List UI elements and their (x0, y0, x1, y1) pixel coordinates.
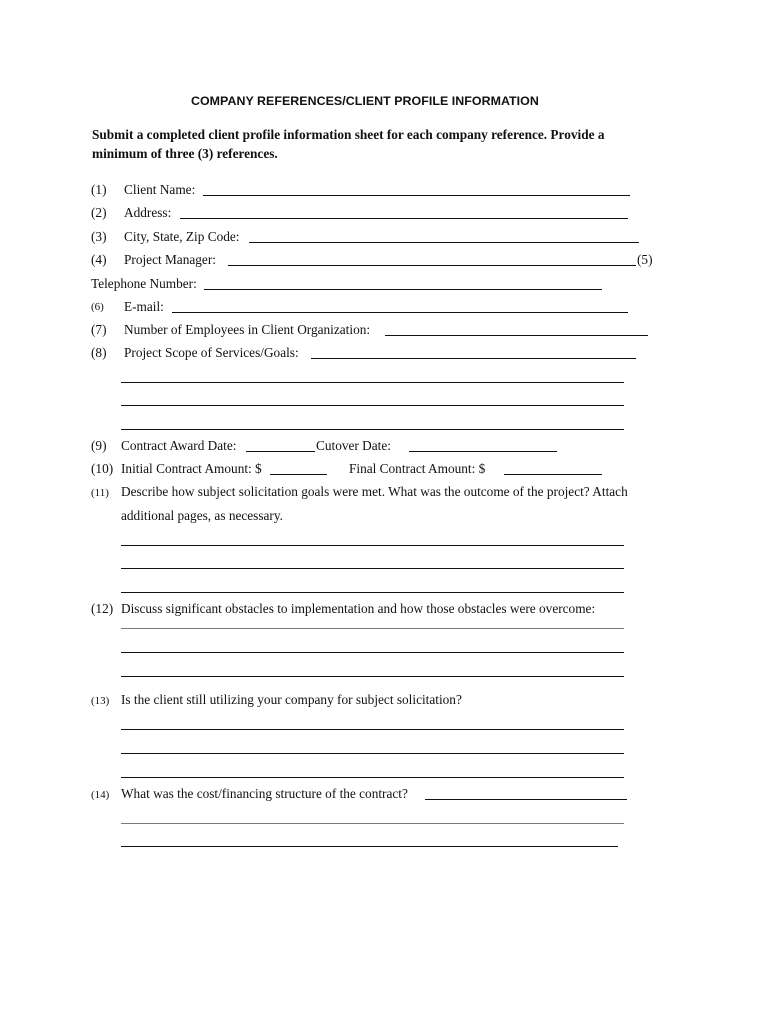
field-number: (5) (637, 252, 653, 267)
field-number: (4) (91, 252, 107, 267)
email-label: E-mail: (124, 299, 164, 314)
contract-award-date-label: Contract Award Date: (121, 438, 237, 453)
field-number: (7) (91, 322, 107, 337)
city-state-zip-label: City, State, Zip Code: (124, 229, 240, 244)
obstacles-label: Discuss significant obstacles to implementation and how those obstacles were overcome: (121, 601, 596, 616)
field-number: (1) (91, 182, 107, 197)
page-title: COMPANY REFERENCES/CLIENT PROFILE INFORMATION (191, 94, 539, 108)
intro-text (92, 125, 692, 163)
project-manager-field[interactable] (228, 265, 636, 266)
employees-field[interactable] (385, 335, 648, 336)
field-number: (11) (91, 487, 109, 499)
email-field[interactable] (172, 312, 628, 313)
still-utilizing-line[interactable] (121, 777, 624, 778)
goals-met-label: Describe how subject solicitation goals were met. What was the outcome of the project? Attach (121, 484, 628, 499)
field-number: (12) (91, 601, 114, 616)
field-number: (2) (91, 205, 107, 220)
final-amount-label: Final Contract Amount: $ (349, 461, 486, 476)
telephone-label: Telephone Number: (91, 276, 197, 291)
obstacles-line[interactable] (121, 652, 624, 653)
final-amount-field[interactable] (504, 474, 602, 475)
still-utilizing-line[interactable] (121, 729, 624, 730)
project-scope-label: Project Scope of Services/Goals: (124, 345, 299, 360)
field-number: (10) (91, 461, 114, 476)
project-scope-line[interactable] (121, 405, 624, 406)
obstacles-line[interactable] (121, 628, 624, 629)
field-number: (6) (91, 301, 104, 313)
goals-met-line[interactable] (121, 568, 624, 569)
goals-met-line[interactable] (121, 545, 624, 546)
project-manager-label: Project Manager: (124, 252, 216, 267)
cutover-date-label: Cutover Date: (316, 438, 391, 453)
employees-label: Number of Employees in Client Organization: (124, 322, 371, 337)
financing-field[interactable] (425, 799, 627, 800)
client-name-field[interactable] (203, 195, 630, 196)
project-scope-line[interactable] (121, 429, 624, 430)
client-name-label: Client Name: (124, 182, 196, 197)
goals-met-label-cont: additional pages, as necessary. (121, 508, 283, 523)
address-label: Address: (124, 205, 172, 220)
obstacles-line[interactable] (121, 676, 624, 677)
address-field[interactable] (180, 218, 628, 219)
financing-line[interactable] (121, 846, 618, 847)
project-scope-field[interactable] (311, 358, 636, 359)
financing-label: What was the cost/financing structure of the contract? (121, 786, 408, 801)
still-utilizing-line[interactable] (121, 753, 624, 754)
financing-line[interactable] (121, 823, 624, 824)
intro-line-1: Submit a completed client profile information sheet for each company reference. Provide a (92, 127, 605, 142)
contract-award-date-field[interactable] (246, 451, 315, 452)
initial-amount-field[interactable] (270, 474, 327, 475)
project-scope-line[interactable] (121, 382, 624, 383)
intro-line-2: minimum of three (3) references. (92, 146, 278, 161)
initial-amount-label: Initial Contract Amount: $ (121, 461, 262, 476)
field-number: (13) (91, 695, 110, 707)
telephone-field[interactable] (204, 289, 602, 290)
goals-met-line[interactable] (121, 592, 624, 593)
field-number: (8) (91, 345, 107, 360)
field-number: (9) (91, 438, 107, 453)
field-number: (14) (91, 789, 110, 801)
still-utilizing-label: Is the client still utilizing your company for subject solicitation? (121, 692, 462, 707)
city-state-zip-field[interactable] (249, 242, 639, 243)
cutover-date-field[interactable] (409, 451, 557, 452)
field-number: (3) (91, 229, 107, 244)
